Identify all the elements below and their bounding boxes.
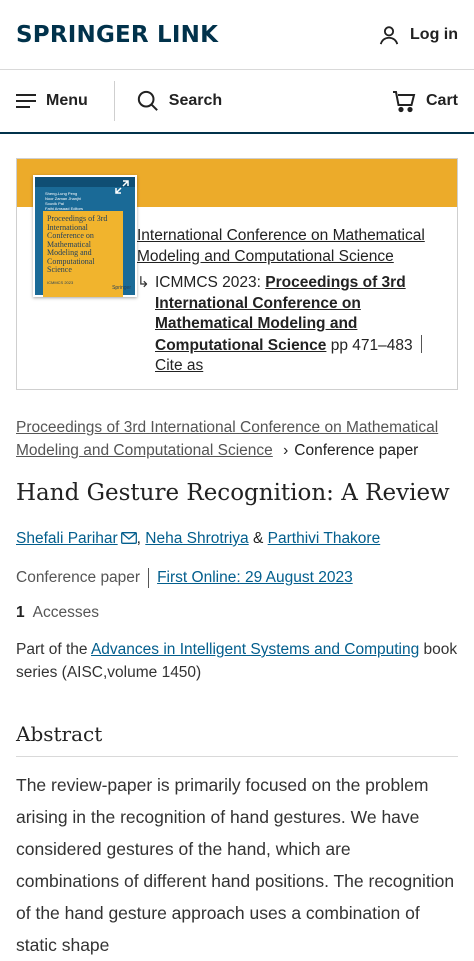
author-separator: , (136, 530, 146, 547)
sub-arrow-icon: ↳ (137, 274, 150, 291)
breadcrumb (16, 416, 458, 462)
search-icon (137, 90, 159, 112)
page-title: Hand Gesture Recognition: A Review (16, 480, 450, 506)
login-button[interactable] (378, 24, 458, 46)
cover-title: Proceedings of 3rd International Conference on Mathematical Modeling and Computational Science (47, 214, 108, 274)
email-icon[interactable] (121, 532, 137, 544)
content-type: Conference paper (16, 569, 141, 586)
nav-bar (0, 70, 474, 134)
author-list (16, 528, 458, 550)
proceedings-row (137, 273, 437, 377)
divider (421, 335, 422, 353)
chevron-right-icon: › (283, 442, 289, 459)
proceedings-text (155, 273, 437, 377)
accesses-metric (16, 604, 458, 622)
series-link[interactable]: Advances in Intelligent Systems and Computing (90, 641, 420, 658)
part-of-prefix: Part of the (16, 641, 91, 658)
series-info (16, 638, 458, 684)
menu-label: Menu (46, 92, 88, 109)
book-info (137, 226, 437, 377)
site-header (0, 0, 474, 70)
author-link[interactable]: Shefali Parihar (16, 530, 118, 547)
cover-authors: Sheng-Lung Peng Noor Zaman Jhanjhi Souvik Pal Fathi Amsaad Editors (45, 191, 84, 211)
first-online-link[interactable]: First Online: 29 August 2023 (157, 569, 353, 586)
author-link[interactable]: Neha Shrotriya (145, 530, 249, 547)
cover-subtitle: ICMMCS 2023 (47, 279, 74, 285)
cite-as-link[interactable]: Cite as (155, 357, 204, 374)
article-meta (16, 568, 458, 588)
part-of-suffix: book series (AISC,volume 1450) (16, 641, 458, 681)
springer-link-logo[interactable]: SPRINGER LINK (16, 21, 219, 48)
abstract-heading: Abstract (16, 722, 458, 757)
cart-label: Cart (425, 92, 458, 109)
breadcrumb-parent-link[interactable]: Proceedings of 3rd International Conference on Mathematical Modeling and Computational Science (16, 419, 439, 459)
login-label: Log in (410, 25, 458, 43)
cover-publisher: Springer (112, 285, 131, 291)
book-card (16, 158, 458, 390)
book-cover-image[interactable] (33, 175, 137, 297)
conference-link[interactable]: International Conference on Mathematical Modeling and Computational Science (137, 227, 425, 265)
search-button[interactable] (115, 90, 222, 112)
page-range: pp 471–483 (326, 336, 413, 354)
divider (148, 568, 149, 588)
abstract-text: The review-paper is primarily focused on the problem arising in the recognition of hand gestures. We have considered gestures of the hand, which are combinations of different hand positions. The recognition of the hand gesture approach uses a combination of static shape (16, 775, 455, 955)
accesses-label: Accesses (32, 604, 99, 621)
menu-button[interactable] (16, 81, 115, 121)
search-label: Search (168, 92, 223, 109)
hamburger-icon (16, 93, 36, 109)
cover-title-block (43, 211, 123, 297)
proceedings-link[interactable]: Proceedings of 3rd International Conference on Mathematical Modeling and Computational Science (155, 274, 406, 354)
author-link[interactable]: Parthivi Thakore (267, 530, 381, 547)
breadcrumb-current: Conference paper (294, 442, 419, 459)
user-icon (378, 24, 400, 46)
accesses-count: 1 (16, 604, 25, 621)
cart-button[interactable] (392, 90, 458, 112)
conf-abbrev: ICMMCS 2023: (155, 274, 266, 291)
author-separator: & (248, 530, 268, 547)
cart-icon (392, 90, 416, 112)
